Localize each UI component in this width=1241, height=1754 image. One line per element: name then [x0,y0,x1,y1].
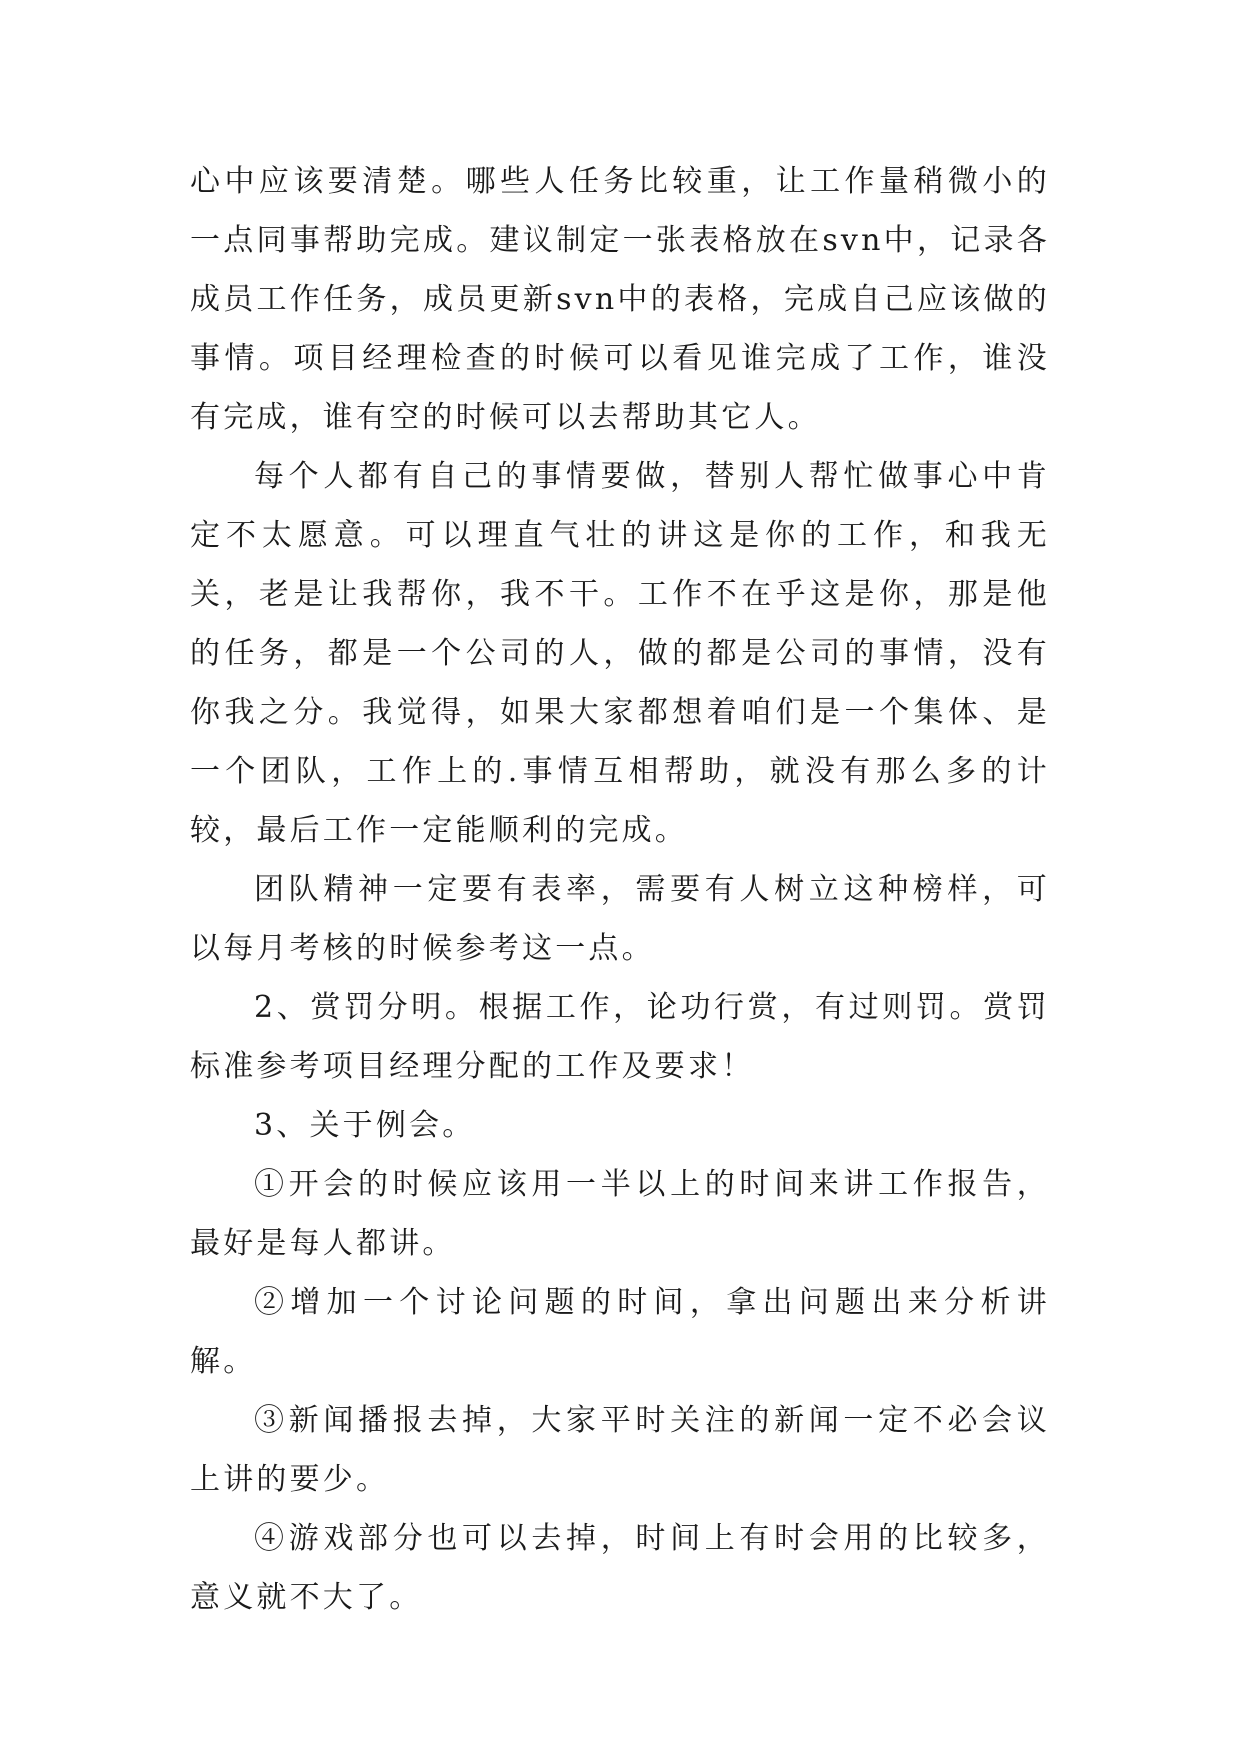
paragraph-2: 每个人都有自己的事情要做，替别人帮忙做事心中肯定不太愿意。可以理直气壮的讲这是你的工作，和我无关，老是让我帮你，我不干。工作不在乎这是你，那是他的任务，都是一个公司的人，做的都是公司的事情，没有你我之分。我觉得，如果大家都想着咱们是一个集体、是一个团队，工作上的.事情互相帮助，就没有那么多的计较，最后工作一定能顺利的完成。 [190,459,1050,848]
paragraph-3: 团队精神一定要有表率，需要有人树立这种榜样，可以每月考核的时候参考这一点。 [190,872,1050,966]
paragraph-7: ②增加一个讨论问题的时间，拿出问题出来分析讲解。 [190,1285,1050,1379]
paragraph-6: ①开会的时候应该用一半以上的时间来讲工作报告，最好是每人都讲。 [190,1167,1050,1261]
document-body [190,152,1050,1627]
paragraph-1: 心中应该要清楚。哪些人任务比较重，让工作量稍微小的一点同事帮助完成。建议制定一张表格放在svn中，记录各成员工作任务，成员更新svn中的表格，完成自己应该做的事情。项目经理检查的时候可以看见谁完成了工作，谁没有完成，谁有空的时候可以去帮助其它人。 [190,164,1050,435]
paragraph-9: ④游戏部分也可以去掉，时间上有时会用的比较多，意义就不大了。 [190,1521,1050,1615]
paragraph-5: 3、关于例会。 [254,1108,476,1143]
paragraph-4: 2、赏罚分明。根据工作，论功行赏，有过则罚。赏罚标准参考项目经理分配的工作及要求！ [190,990,1050,1084]
paragraph-8: ③新闻播报去掉，大家平时关注的新闻一定不必会议上讲的要少。 [190,1403,1050,1497]
